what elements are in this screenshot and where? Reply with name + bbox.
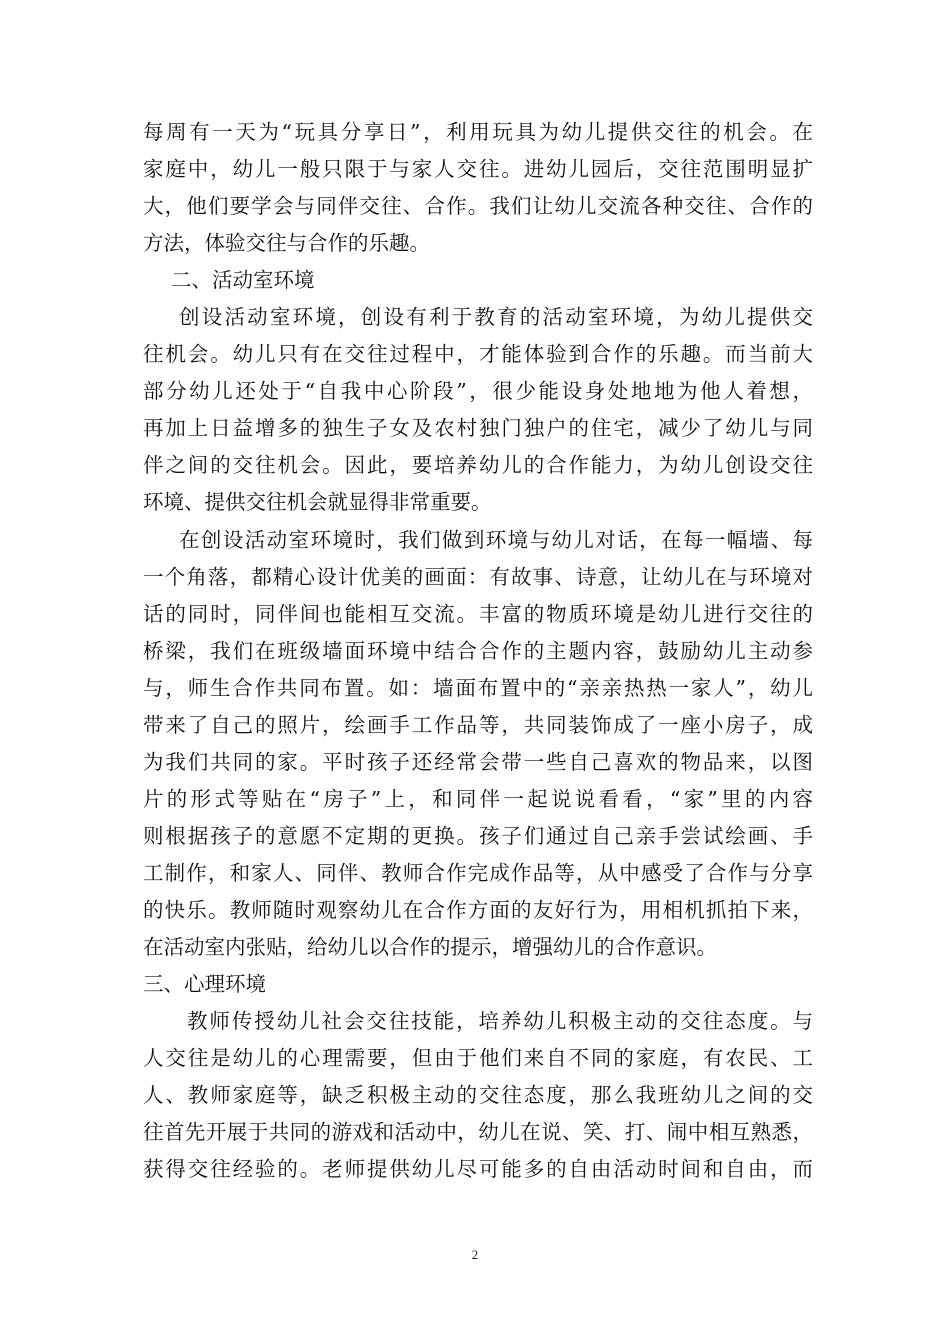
text-line: 每周有一天为“玩具分享日”，利用玩具为幼儿提供交往的机会。在 [143,120,813,144]
text-line: 则根据孩子的意愿不定期的更换。孩子们通过自己亲手尝试绘画、手 [143,823,813,848]
text-line: 三、心理环境 [143,972,266,997]
text-line: 二、活动室环境 [171,268,315,293]
text-line: 再加上日益增多的独生子女及农村独门独户的住宅，减少了幼儿与同 [143,416,813,441]
text-line: 桥梁，我们在班级墙面环境中结合合作的主题内容，鼓励幼儿主动参 [143,638,813,663]
text-line: 与，师生合作共同布置。如：墙面布置中的“亲亲热热一家人”，幼儿 [143,675,813,700]
text-line: 在活动室内张贴，给幼儿以合作的提示，增强幼儿的合作意识。 [143,935,717,960]
body-text [143,114,813,1188]
text-line: 工制作，和家人、同伴、教师合作完成作品等，从中感受了合作与分享 [143,860,813,885]
text-line: 带来了自己的照片，绘画手工作品等，共同装饰成了一座小房子，成 [143,712,813,737]
text-line: 人、教师家庭等，缺乏积极主动的交往态度，那么我班幼儿之间的交 [143,1083,813,1108]
text-line: 获得交往经验的。老师提供幼儿尽可能多的自由活动时间和自由，而 [143,1157,813,1182]
text-line: 伴之间的交往机会。因此，要培养幼儿的合作能力，为幼儿创设交往 [143,453,813,478]
page-number: 2 [471,1247,479,1262]
text-line: 家庭中，幼儿一般只限于与家人交往。进幼儿园后，交往范围明显扩 [143,157,813,182]
text-line: 片的形式等贴在“房子”上，和同伴一起说说看看，“家”里的内容 [143,786,813,811]
text-line: 在创设活动室环境时，我们做到环境与幼儿对话，在每一幅墙、每 [179,527,813,552]
text-line: 环境、提供交往机会就显得非常重要。 [143,490,492,515]
text-line: 部分幼儿还处于“自我中心阶段”，很少能设身处地地为他人着想， [143,379,813,404]
text-line: 往机会。幼儿只有在交往过程中，才能体验到合作的乐趣。而当前大 [143,342,813,367]
text-line: 往首先开展于共同的游戏和活动中，幼儿在说、笑、打、闹中相互熟悉， [143,1120,813,1145]
text-line: 人交往是幼儿的心理需要，但由于他们来自不同的家庭，有农民、工 [143,1046,813,1071]
text-line: 教师传授幼儿社会交往技能，培养幼儿积极主动的交往态度。与 [187,1009,813,1034]
text-line: 一个角落，都精心设计优美的画面：有故事、诗意，让幼儿在与环境对 [143,564,813,589]
text-line: 大，他们要学会与同伴交往、合作。我们让幼儿交流各种交往、合作的 [143,194,813,219]
text-line: 创设活动室环境，创设有利于教育的活动室环境，为幼儿提供交 [179,305,813,330]
text-line: 话的同时，同伴间也能相互交流。丰富的物质环境是幼儿进行交往的 [143,601,813,626]
text-line: 的快乐。教师随时观察幼儿在合作方面的友好行为，用相机抓拍下来， [143,897,813,922]
text-line: 为我们共同的家。平时孩子还经常会带一些自己喜欢的物品来，以图 [143,749,813,774]
text-line: 方法，体验交往与合作的乐趣。 [143,231,430,256]
